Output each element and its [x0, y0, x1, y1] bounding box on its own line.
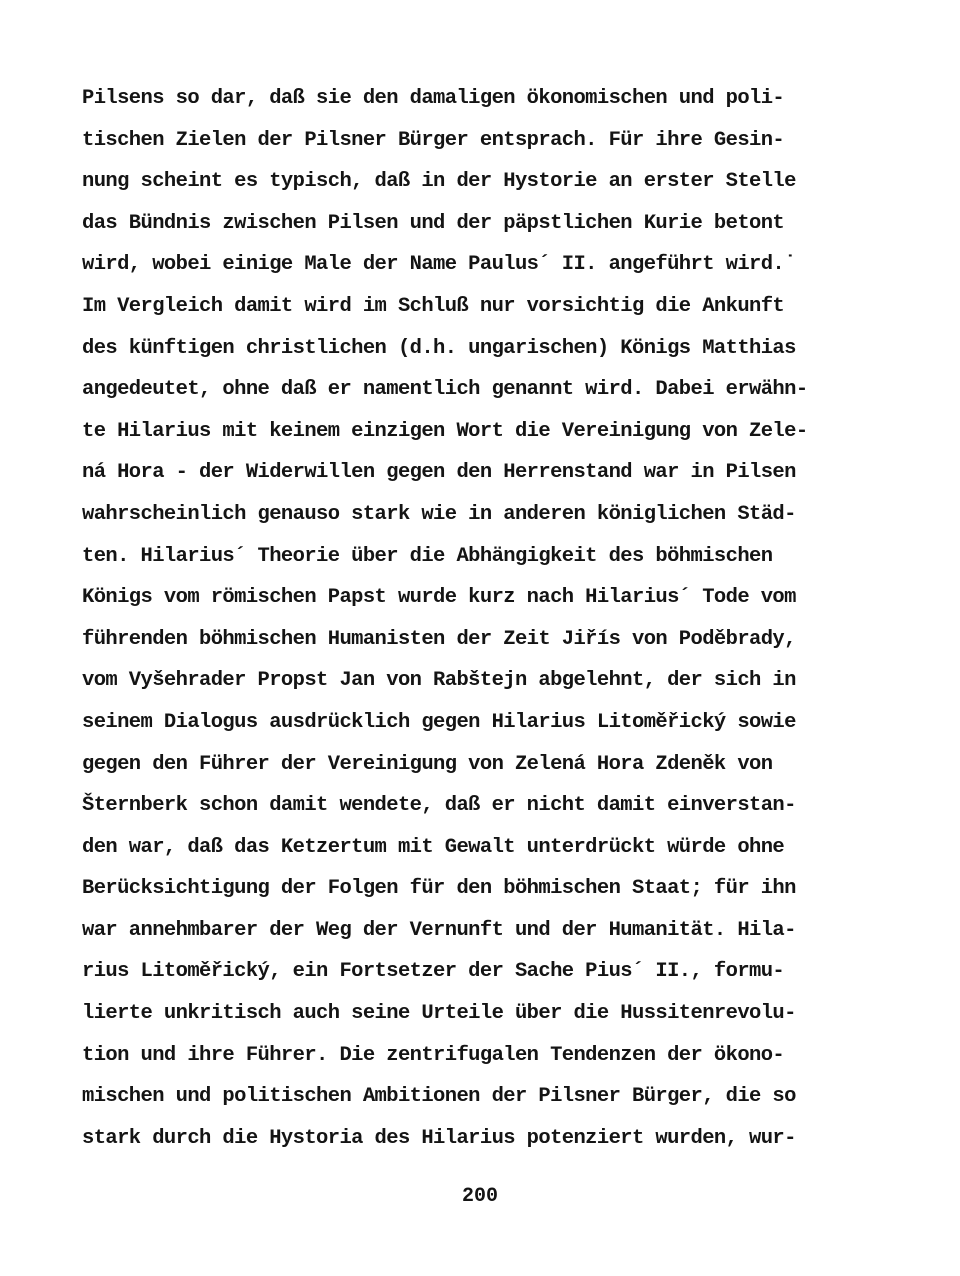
body-text: [82, 78, 882, 1159]
text-line: te Hilarius mit keinem einzigen Wort die Vereinigung von Zele-: [82, 419, 808, 443]
text-line: Pilsens so dar, daß sie den damaligen ökonomischen und poli-: [82, 87, 785, 110]
page-number: 200: [461, 1185, 498, 1208]
text-line: rius Litoměřický, ein Fortsetzer der Sache Pius´ II., formu-: [82, 960, 785, 984]
text-line: war annehmbarer der Weg der Vernunft und der Humanität. Hila-: [82, 918, 796, 942]
text-line: ná Hora - der Widerwillen gegen den Herrenstand war in Pilsen: [82, 461, 796, 485]
text-line: Königs vom römischen Papst wurde kurz nach Hilarius´ Tode vom: [82, 586, 796, 610]
text-line: Im Vergleich damit wird im Schluß nur vorsichtig die Ankunft: [82, 294, 785, 318]
text-line: stark durch die Hystoria des Hilarius potenziert wurden, wur-: [82, 1126, 796, 1150]
text-line: ten. Hilarius´ Theorie über die Abhängigkeit des böhmischen: [82, 544, 773, 568]
text-line: den war, daß das Ketzertum mit Gewalt unterdrückt würde ohne: [82, 835, 785, 859]
text-line: des künftigen christlichen (d.h. ungarischen) Königs Matthias: [82, 336, 796, 360]
text-line: Berücksichtigung der Folgen für den böhmischen Staat; für ihn: [82, 877, 796, 901]
text-line: seinem Dialogus ausdrücklich gegen Hilarius Litoměřický sowie: [82, 710, 796, 734]
text-line: vom Vyšehrader Propst Jan von Rabštejn abgelehnt, der sich in: [82, 669, 796, 693]
text-line: tion und ihre Führer. Die zentrifugalen Tendenzen der ökono-: [82, 1043, 785, 1067]
text-line: angedeutet, ohne daß er namentlich genannt wird. Dabei erwähn-: [82, 378, 808, 402]
text-line: wahrscheinlich genauso stark wie in anderen königlichen Städ-: [82, 502, 796, 526]
text-line: wird, wobei einige Male der Name Paulus´ II. angeführt wird.˙: [82, 253, 796, 277]
text-line: das Bündnis zwischen Pilsen und der päpstlichen Kurie betont: [82, 211, 785, 235]
text-line: mischen und politischen Ambitionen der Pilsner Bürger, die so: [82, 1085, 796, 1109]
text-line: nung scheint es typisch, daß in der Hystorie an erster Stelle: [82, 170, 796, 194]
text-line: lierte unkritisch auch seine Urteile über die Hussitenrevolu-: [82, 1002, 796, 1026]
text-line: gegen den Führer der Vereinigung von Zelená Hora Zdeněk von: [82, 752, 773, 776]
text-line: führenden böhmischen Humanisten der Zeit Jiřís von Poděbrady,: [82, 627, 796, 651]
text-line: Šternberk schon damit wendete, daß er nicht damit einverstan-: [82, 794, 796, 818]
text-line: tischen Zielen der Pilsner Bürger entsprach. Für ihre Gesin-: [82, 128, 785, 152]
